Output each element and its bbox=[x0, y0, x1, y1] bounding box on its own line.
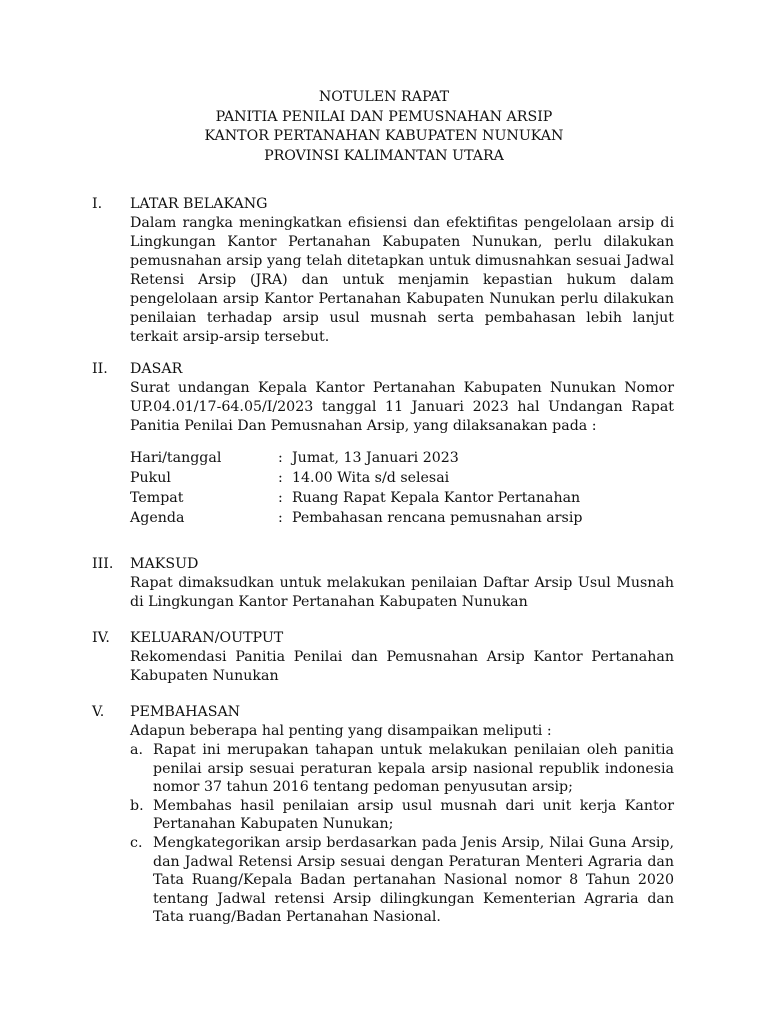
section-heading: KELUARAN/OUTPUT bbox=[130, 630, 284, 646]
list-item bbox=[130, 797, 674, 834]
section-heading: LATAR BELAKANG bbox=[130, 196, 268, 212]
schedule-value: 14.00 Wita s/d selesai bbox=[292, 470, 450, 486]
schedule-row bbox=[130, 508, 690, 528]
list-marker: b. bbox=[130, 797, 144, 814]
list-item-text: Membahas hasil penilaian arsip usul musnah dari unit kerja Kantor Pertanahan Kabupaten Nunukan; bbox=[153, 797, 674, 833]
section-paragraph: Rekomendasi Panitia Penilai dan Pemusnahan Arsip Kantor Pertanahan Kabupaten Nunukan bbox=[130, 649, 674, 684]
section-paragraph: Adapun beberapa hal penting yang disampaikan meliputi : bbox=[130, 723, 552, 739]
section-heading: PEMBAHASAN bbox=[130, 704, 241, 720]
schedule-colon: : bbox=[278, 510, 283, 526]
list-item bbox=[130, 741, 674, 797]
list-marker: c. bbox=[130, 834, 143, 851]
schedule-row bbox=[130, 488, 690, 508]
section-number: I. bbox=[92, 196, 103, 212]
section-number: II. bbox=[92, 361, 108, 377]
schedule-value: Ruang Rapat Kepala Kantor Pertanahan bbox=[292, 490, 581, 506]
section-paragraph: Dalam rangka meningkatkan efisiensi dan efektifitas pengelolaan arsip di Lingkungan Kantor Pertanahan Kabupaten Nunukan, perlu dilakukan pemusnahan arsip yang telah ditetapkan untuk dimusnahkan sesuai Jadwal Retensi Arsip (JRA) dan untuk menjamin kepastian hukum dalam pengelolaan arsip Kantor Pertanahan Kabupaten Nunukan perlu dilakukan penilaian terhadap arsip usul musnah serta pembahasan lebih lanjut terkait arsip-arsip tersebut. bbox=[130, 215, 674, 345]
section-body bbox=[130, 574, 674, 612]
title-line-2: PANITIA PENILAI DAN PEMUSNAHAN ARSIP bbox=[215, 108, 553, 125]
document-title bbox=[0, 88, 768, 166]
discussion-list bbox=[130, 741, 674, 927]
section-paragraph: Surat undangan Kepala Kantor Pertanahan Kabupaten Nunukan Nomor UP.04.01/17-64.05/I/2023 tanggal 11 Januari 2023 hal Undangan Rapat Panitia Penilai Dan Pemusnahan Arsip, yang dilaksanakan pada : bbox=[130, 380, 674, 434]
schedule-value: Pembahasan rencana pemusnahan arsip bbox=[292, 510, 583, 526]
section-intro bbox=[130, 722, 674, 741]
section-number: IV. bbox=[92, 630, 110, 646]
list-item-text: Mengkategorikan arsip berdasarkan pada Jenis Arsip, Nilai Guna Arsip, dan Jadwal Retensi Arsip sesuai dengan Peraturan Menteri Agraria dan Tata Ruang/Kepala Badan pertanahan Nasional nomor 8 Tahun 2020 tentang Jadwal retensi Arsip dilingkungan Kementerian Agraria dan Tata ruang/Badan Pertanahan Nasional. bbox=[153, 834, 674, 926]
section-paragraph: Rapat dimaksudkan untuk melakukan penilaian Daftar Arsip Usul Musnah di Lingkungan Kantor Pertanahan Kabupaten Nunukan bbox=[130, 575, 674, 610]
schedule-colon: : bbox=[278, 470, 283, 486]
section-heading: MAKSUD bbox=[130, 556, 199, 572]
title-line-4: PROVINSI KALIMANTAN UTARA bbox=[264, 147, 504, 164]
schedule-label: Hari/tanggal bbox=[130, 450, 222, 466]
meeting-schedule bbox=[130, 448, 690, 528]
schedule-row bbox=[130, 468, 690, 488]
section-number: V. bbox=[92, 704, 105, 720]
schedule-label: Tempat bbox=[130, 490, 184, 506]
section-number: III. bbox=[92, 556, 114, 572]
schedule-colon: : bbox=[278, 450, 283, 466]
section-body bbox=[130, 214, 674, 347]
title-line-3: KANTOR PERTANAHAN KABUPATEN NUNUKAN bbox=[204, 128, 564, 144]
schedule-value: Jumat, 13 Januari 2023 bbox=[292, 450, 459, 466]
section-heading: DASAR bbox=[130, 361, 183, 377]
schedule-label: Agenda bbox=[130, 510, 185, 526]
list-marker: a. bbox=[130, 742, 143, 758]
section-body bbox=[130, 379, 674, 436]
schedule-row bbox=[130, 448, 690, 468]
list-item bbox=[130, 834, 674, 927]
list-item-text: Rapat ini merupakan tahapan untuk melakukan penilaian oleh panitia penilai arsip sesuai peraturan kepala arsip nasional republik indonesia nomor 37 tahun 2016 tentang pedoman penyusutan arsip; bbox=[153, 742, 674, 796]
title-line-1: NOTULEN RAPAT bbox=[318, 89, 450, 105]
schedule-label: Pukul bbox=[130, 470, 171, 486]
section-body bbox=[130, 648, 674, 686]
schedule-colon: : bbox=[278, 490, 283, 506]
